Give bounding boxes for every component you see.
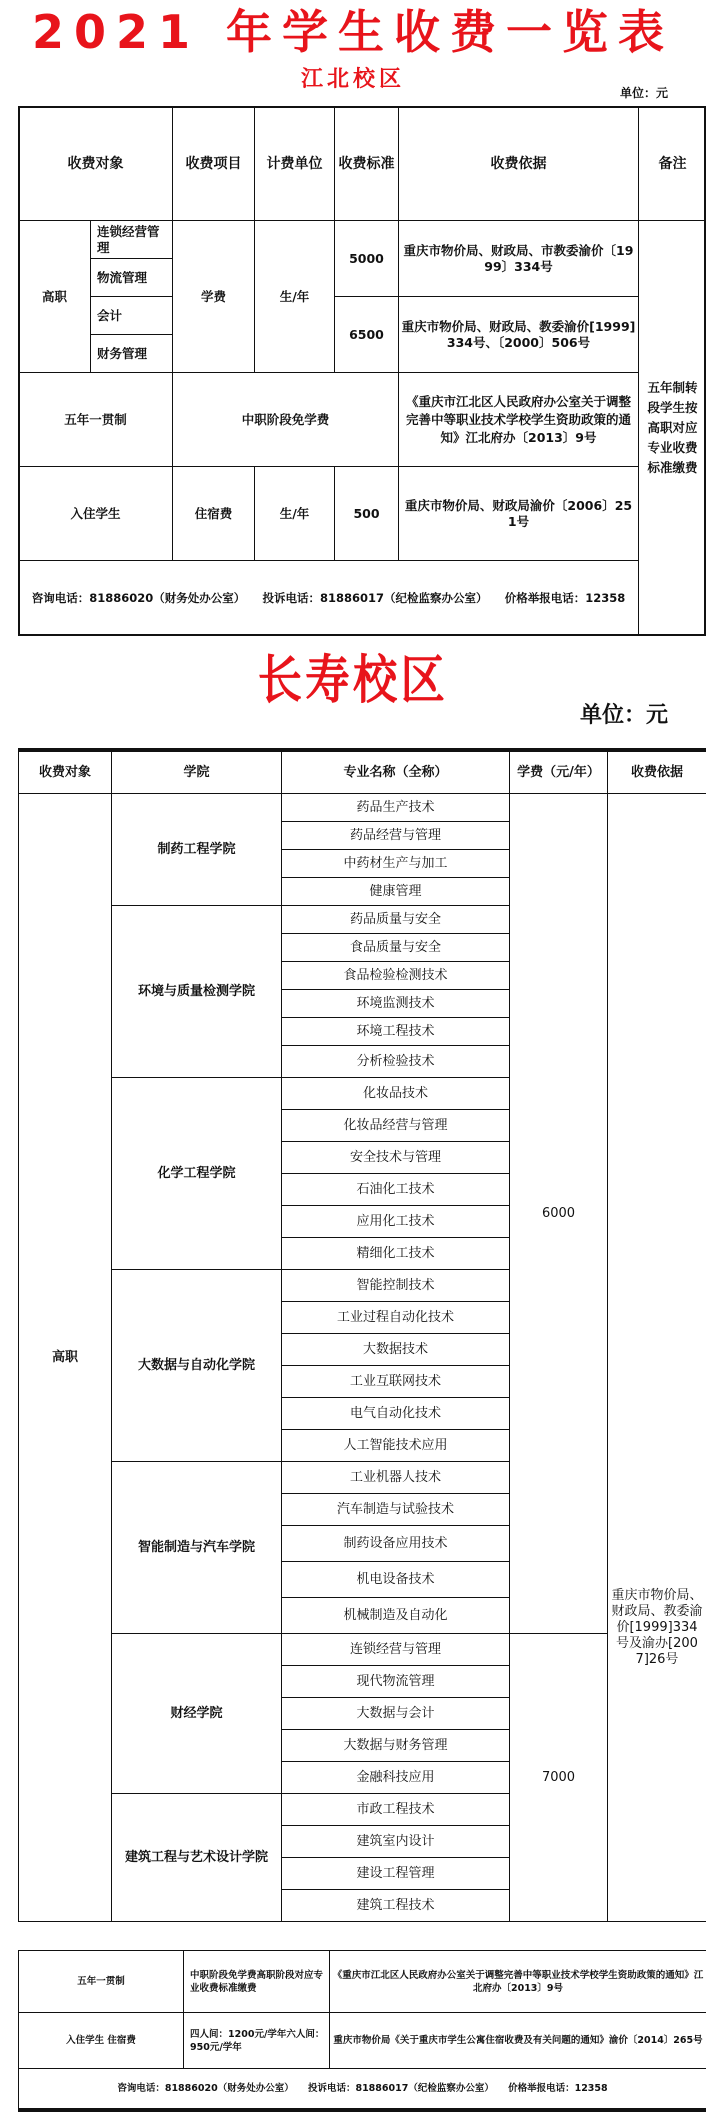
college-name: 制药工程学院 [112,794,282,906]
header-standard: 收费标准 [335,107,399,221]
page-title: 2021 年学生收费一览表 [31,5,675,59]
major-cell: 药品生产技术 [282,794,510,822]
major-cell: 化妆品技术 [282,1078,510,1110]
major-cell: 现代物流管理 [282,1666,510,1698]
major-cell: 大数据与会计 [282,1698,510,1730]
header-major: 专业名称（全称） [282,752,510,794]
five-year-basis: 《重庆市江北区人民政府办公室关于调整完善中等职业技术学校学生资助政策的通知》江北府办〔2013〕9号 [330,1951,706,2013]
table-row [19,1634,706,1666]
tuition-a: 6000 [510,794,608,1634]
major-cell: 安全技术与管理 [282,1142,510,1174]
changshou-extra-table [18,1950,706,2109]
campus-title-changshou: 长寿校区 [257,651,449,711]
major-cell: 金融科技应用 [282,1762,510,1794]
major-cell: 石油化工技术 [282,1174,510,1206]
major-cell: 大数据与财务管理 [282,1730,510,1762]
header-tuition: 学费（元/年） [510,752,608,794]
contact-line-2: 咨询电话：81886020（财务处办公室） 投诉电话：81886017（纪检监察办公室） 价格举报电话：12358 [19,2069,706,2109]
fee-unit: 生/年 [255,221,335,373]
major-cell: 机械制造及自动化 [282,1598,510,1634]
campus-title-jiangbei: 江北校区 [300,67,405,92]
major-cell: 环境监测技术 [282,990,510,1018]
major-cell: 连锁经营与管理 [282,1634,510,1666]
target-five-year: 五年一贯制 [19,1951,184,2013]
fee-standard-a: 5000 [335,221,399,297]
college-name: 智能制造与汽车学院 [112,1462,282,1634]
major-cell: 制药设备应用技术 [282,1526,510,1562]
major-cell: 财务管理 [91,335,173,373]
contact-line-1: 咨询电话：81886020（财务处办公室） 投诉电话：81886017（纪检监察办公室） 价格举报电话：12358 [19,561,639,635]
header-target: 收费对象 [19,107,173,221]
major-cell: 人工智能技术应用 [282,1430,510,1462]
major-cell: 机电设备技术 [282,1562,510,1598]
dorm-basis: 重庆市物价局、财政局渝价〔2006〕251号 [399,467,639,561]
major-cell: 智能控制技术 [282,1270,510,1302]
major-cell: 中药材生产与加工 [282,850,510,878]
dorm-standard: 500 [335,467,399,561]
target-gaozhi: 高职 [19,794,112,1922]
dorm-unit: 生/年 [255,467,335,561]
note-cell: 五年制转段学生按高职对应专业收费标准缴费 [639,221,706,635]
target-dorm: 入住学生 住宿费 [19,2013,184,2069]
major-cell: 药品质量与安全 [282,906,510,934]
major-cell: 电气自动化技术 [282,1398,510,1430]
college-name: 环境与质量检测学院 [112,906,282,1078]
major-cell: 环境工程技术 [282,1018,510,1046]
five-year-item: 中职阶段免学费 [173,373,399,467]
header-unit: 计费单位 [255,107,335,221]
college-name: 大数据与自动化学院 [112,1270,282,1462]
major-cell: 市政工程技术 [282,1794,510,1826]
fee-item-tuition: 学费 [173,221,255,373]
major-cell: 会计 [91,297,173,335]
major-cell: 大数据技术 [282,1334,510,1366]
college-name: 化学工程学院 [112,1078,282,1270]
fee-basis-a: 重庆市物价局、财政局、市教委渝价〔1999〕334号 [399,221,639,297]
header-basis: 收费依据 [608,752,706,794]
major-cell: 化妆品经营与管理 [282,1110,510,1142]
header-target: 收费对象 [19,752,112,794]
dorm-standard: 四人间：1200元/学年六人间：950元/学年 [184,2013,330,2069]
table-row [19,794,706,822]
jiangbei-fee-table [18,106,706,635]
major-cell: 建筑室内设计 [282,1826,510,1858]
unit-label-2: 单位：元 [579,703,668,728]
major-cell: 工业过程自动化技术 [282,1302,510,1334]
major-cell: 应用化工技术 [282,1206,510,1238]
major-cell: 物流管理 [91,259,173,297]
major-cell: 建设工程管理 [282,1858,510,1890]
major-cell: 药品经营与管理 [282,822,510,850]
major-cell: 健康管理 [282,878,510,906]
dorm-item: 住宿费 [173,467,255,561]
target-five-year: 五年一贯制 [19,373,173,467]
major-cell: 工业互联网技术 [282,1366,510,1398]
five-year-basis: 《重庆市江北区人民政府办公室关于调整完善中等职业技术学校学生资助政策的通知》江北府办〔2013〕9号 [399,373,639,467]
fee-basis-b: 重庆市物价局、财政局、教委渝价[1999]334号、〔2000〕506号 [399,297,639,373]
major-cell: 食品质量与安全 [282,934,510,962]
header-basis: 收费依据 [399,107,639,221]
major-cell: 建筑工程技术 [282,1890,510,1922]
dorm-basis: 重庆市物价局《关于重庆市学生公寓住宿收费及有关问题的通知》渝价〔2014〕265号 [330,2013,706,2069]
target-gaozhi: 高职 [19,221,91,373]
college-name: 建筑工程与艺术设计学院 [112,1794,282,1922]
changshou-fee-table [18,751,706,1922]
major-cell: 精细化工技术 [282,1238,510,1270]
five-year-item: 中职阶段免学费高职阶段对应专业收费标准缴费 [184,1951,330,2013]
unit-label-1: 单位：元 [619,86,668,100]
header-note: 备注 [639,107,706,221]
tuition-b: 7000 [510,1634,608,1922]
fee-basis: 重庆市物价局、财政局、教委渝价[1999]334号及渝办[2007]26号 [608,794,706,1922]
major-cell: 汽车制造与试验技术 [282,1494,510,1526]
major-cell: 食品检验检测技术 [282,962,510,990]
bottom-rule [18,2109,706,2112]
major-cell: 连锁经营管理 [91,221,173,259]
major-cell: 分析检验技术 [282,1046,510,1078]
header-college: 学院 [112,752,282,794]
college-name: 财经学院 [112,1634,282,1794]
major-cell: 工业机器人技术 [282,1462,510,1494]
target-dorm: 入住学生 [19,467,173,561]
header-item: 收费项目 [173,107,255,221]
fee-standard-b: 6500 [335,297,399,373]
